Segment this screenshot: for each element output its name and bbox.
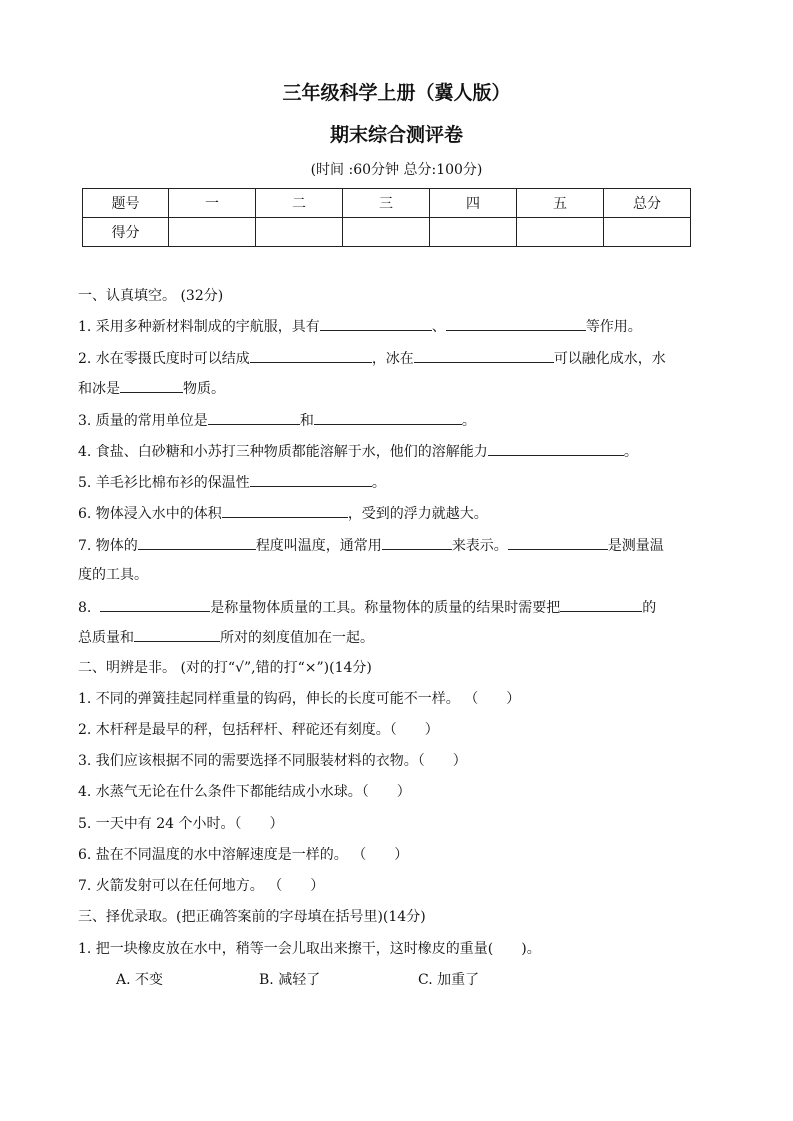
score-table-score-row <box>83 218 691 247</box>
answer-blank[interactable] <box>208 410 300 425</box>
answer-blank[interactable] <box>250 348 372 363</box>
score-cell[interactable] <box>517 218 604 247</box>
score-table-header-cell: 题号 <box>83 189 169 218</box>
answer-blank[interactable] <box>414 348 554 363</box>
answer-blank[interactable] <box>560 597 642 612</box>
score-table-header-cell: 五 <box>517 189 604 218</box>
question-text: 。 <box>371 475 386 491</box>
score-table-header-cell: 总分 <box>604 189 691 218</box>
question-text: 等作用。 <box>585 319 642 335</box>
judge-item: 6. 盐在不同温度的水中溶解速度是一样的。 （ ） <box>78 847 409 863</box>
question-1-7 <box>78 535 728 556</box>
question-text: 程度叫温度，通常用 <box>255 538 382 554</box>
choice-question-1: 1. 把一块橡皮放在水中，稍等一会儿取出来擦干，这时橡皮的重量( )。 <box>78 941 541 957</box>
question-text: 总质量和 <box>78 630 134 646</box>
score-table <box>82 188 691 247</box>
score-table-header-cell: 四 <box>430 189 517 218</box>
question-text: 是测量温 <box>607 538 664 554</box>
score-cell[interactable] <box>604 218 691 247</box>
answer-blank[interactable] <box>120 378 183 393</box>
time-and-score-note: (时间 :60分钟 总分:100分) <box>310 162 483 178</box>
answer-blank[interactable] <box>320 316 432 331</box>
question-text: 7. 物体的 <box>78 538 138 554</box>
exam-subtitle: 期末综合测评卷 <box>329 124 463 146</box>
question-text: ，受到的浮力就越大。 <box>347 506 488 522</box>
answer-blank[interactable] <box>134 627 220 642</box>
question-text: 和 <box>299 413 314 429</box>
question-1-4 <box>78 441 728 462</box>
section3-heading: 三、择优录取。(把正确答案前的字母填在括号里)(14分) <box>78 909 426 925</box>
answer-blank[interactable] <box>446 316 586 331</box>
judge-item: 3. 我们应该根据不同的需要选择不同服装材料的衣物。（ ） <box>78 753 467 769</box>
score-table-header-cell: 二 <box>256 189 343 218</box>
question-1-1 <box>78 316 728 337</box>
question-text: 所对的刻度值加在一起。 <box>220 630 374 646</box>
score-table-header-row <box>83 189 691 218</box>
question-text: ，冰在 <box>371 351 414 367</box>
question-text: 。 <box>461 413 476 429</box>
exam-title: 三年级科学上册（冀人版） <box>282 82 511 104</box>
question-1-8 <box>78 597 728 618</box>
answer-blank[interactable] <box>138 535 256 550</box>
judge-item: 4. 水蒸气无论在什么条件下都能结成小水球。（ ） <box>78 784 411 800</box>
section2-heading: 二、明辨是非。 (对的打“√”,错的打“×”)(14分) <box>78 660 372 676</box>
question-1-3 <box>78 410 728 431</box>
answer-blank[interactable] <box>250 472 372 487</box>
score-row-label: 得分 <box>83 218 169 247</box>
question-text: 、 <box>431 319 446 335</box>
question-text: 的 <box>642 600 657 616</box>
choice-option-a[interactable]: A. 不变 <box>116 972 164 988</box>
judge-item: 7. 火箭发射可以在任何地方。 （ ） <box>78 878 325 894</box>
question-text: 4. 食盐、白砂糖和小苏打三种物质都能溶解于水，他们的溶解能力 <box>78 444 488 460</box>
score-cell[interactable] <box>256 218 343 247</box>
answer-blank[interactable] <box>222 503 348 518</box>
score-cell[interactable] <box>430 218 517 247</box>
question-1-6 <box>78 503 728 524</box>
question-text: 2. 水在零摄氏度时可以结成 <box>78 351 250 367</box>
question-text: 可以融化成水，水 <box>553 351 666 367</box>
question-1-5 <box>78 472 728 493</box>
choice-option-c[interactable]: C. 加重了 <box>418 972 480 988</box>
answer-blank[interactable] <box>508 535 608 550</box>
score-table-header-cell: 一 <box>169 189 256 218</box>
question-text: 1. 采用多种新材料制成的宇航服，具有 <box>78 319 320 335</box>
question-1-8-cont <box>78 627 728 648</box>
choice-option-b[interactable]: B. 减轻了 <box>259 972 321 988</box>
question-text: 8. <box>78 600 92 616</box>
section1-heading: 一、认真填空。 (32分) <box>78 288 224 304</box>
question-text: 物质。 <box>183 381 225 397</box>
question-1-2 <box>78 348 728 369</box>
answer-blank[interactable] <box>314 410 462 425</box>
question-text: 来表示。 <box>451 538 508 554</box>
question-text: 和冰是 <box>78 381 120 397</box>
judge-item: 5. 一天中有 24 个小时。（ ） <box>78 816 284 832</box>
question-text: 。 <box>623 444 638 460</box>
score-cell[interactable] <box>169 218 256 247</box>
question-text: 6. 物体浸入水中的体积 <box>78 506 222 522</box>
score-table-header-cell: 三 <box>343 189 430 218</box>
question-text: 是称量物体质量的工具。称量物体的质量的结果时需要把 <box>210 600 561 616</box>
answer-blank[interactable] <box>100 597 210 612</box>
score-cell[interactable] <box>343 218 430 247</box>
question-text: 5. 羊毛衫比棉布衫的保温性 <box>78 475 250 491</box>
answer-blank[interactable] <box>382 535 452 550</box>
question-text: 3. 质量的常用单位是 <box>78 413 208 429</box>
question-1-2-cont <box>78 378 728 399</box>
question-1-7-cont: 度的工具。 <box>78 567 148 583</box>
answer-blank[interactable] <box>488 441 624 456</box>
judge-item: 2. 木杆秤是最早的秤，包括秤杆、秤砣还有刻度。（ ） <box>78 722 439 738</box>
judge-item: 1. 不同的弹簧挂起同样重量的钩码，伸长的长度可能不一样。 （ ） <box>78 691 521 707</box>
